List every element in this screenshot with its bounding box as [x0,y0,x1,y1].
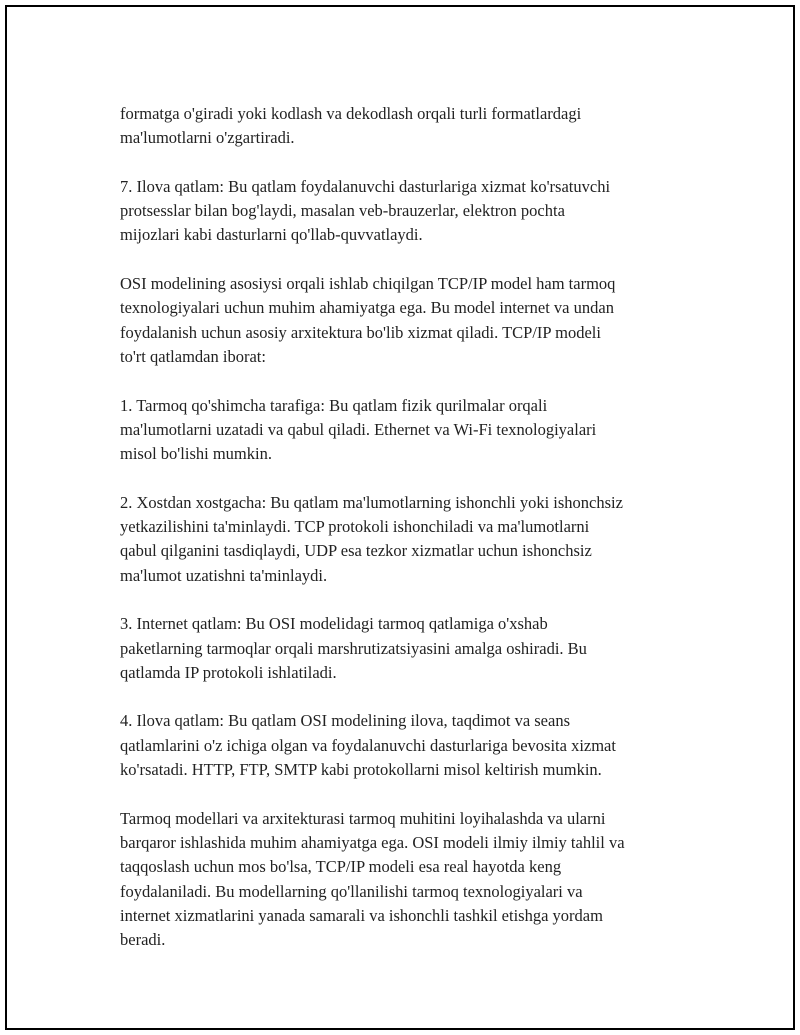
paragraph-tcpip-host-to-host [120,491,700,588]
paragraph-tcpip-intro [120,272,700,369]
text-line: 2. Xostdan xostgacha: Bu qatlam ma'lumotlarning ishonchli yoki ishonchsiz [120,492,623,512]
text-line: to'rt qatlamdan iborat: [120,346,266,366]
text-line: barqaror ishlashida muhim ahamiyatga ega. OSI modeli ilmiy ilmiy tahlil va [120,832,625,852]
text-line: paketlarning tarmoqlar orqali marshrutizatsiyasini amalga oshiradi. Bu [120,638,587,658]
text-line: qatlamda IP protokoli ishlatiladi. [120,662,337,682]
text-line: yetkazilishini ta'minlaydi. TCP protokoli ishonchiladi va ma'lumotlarni [120,517,590,537]
text-line: qabul qilganini tasdiqlaydi, UDP esa tezkor xizmatlar uchun ishonchsiz [120,541,592,561]
text-line: foydalaniladi. Bu modellarning qo'llanilishi tarmoq texnologiyalari va [120,881,583,901]
text-line: texnologiyalari uchun muhim ahamiyatga ega. Bu model internet va undan [120,298,614,318]
text-line: 4. Ilova qatlam: Bu qatlam OSI modelining ilova, taqdimot va seans [120,711,571,731]
text-line: Tarmoq modellari va arxitekturasi tarmoq muhitini loyihalashda va ularni [120,808,606,828]
text-line: mijozlari kabi dasturlarni qo'llab-quvvatlaydi. [120,225,423,245]
text-line: OSI modelining asosiysi orqali ishlab chiqilgan TCP/IP model ham tarmoq [120,274,616,294]
document-body [120,102,700,977]
text-line: internet xizmatlarini yanada samarali va ishonchli tashkil etishga yordam [120,905,603,925]
paragraph-tcpip-network-access [120,394,700,467]
document-page [5,5,795,1030]
text-line: taqqoslash uchun mos bo'lsa, TCP/IP modeli esa real hayotda keng [120,857,562,877]
paragraph-tcpip-internet-layer [120,612,700,685]
text-line: protsesslar bilan bog'laydi, masalan veb-brauzerlar, elektron pochta [120,201,565,221]
paragraph-conclusion [120,807,700,953]
text-line: 7. Ilova qatlam: Bu qatlam foydalanuvchi dasturlariga xizmat ko'rsatuvchi [120,176,611,196]
paragraph-tcpip-application-layer [120,709,700,782]
text-line: foydalanish uchun asosiy arxitektura bo'lib xizmat qiladi. TCP/IP modeli [120,322,601,342]
text-line: beradi. [120,930,166,950]
text-line: ma'lumotlarni uzatadi va qabul qiladi. Ethernet va Wi-Fi texnologiyalari [120,419,597,439]
paragraph-osi-application-layer [120,175,700,248]
text-line: misol bo'lishi mumkin. [120,444,272,464]
paragraph-format-continuation [120,102,700,151]
text-line: ma'lumot uzatishni ta'minlaydi. [120,565,328,585]
text-line: ma'lumotlarni o'zgartiradi. [120,128,295,148]
text-line: ko'rsatadi. HTTP, FTP, SMTP kabi protokollarni misol keltirish mumkin. [120,760,602,780]
text-line: formatga o'giradi yoki kodlash va dekodlash orqali turli formatlardagi [120,104,582,123]
text-line: 3. Internet qatlam: Bu OSI modelidagi tarmoq qatlamiga o'xshab [120,614,548,634]
text-line: qatlamlarini o'z ichiga olgan va foydalanuvchi dasturlariga bevosita xizmat [120,735,616,755]
text-line: 1. Tarmoq qo'shimcha tarafiga: Bu qatlam fizik qurilmalar orqali [120,395,548,415]
